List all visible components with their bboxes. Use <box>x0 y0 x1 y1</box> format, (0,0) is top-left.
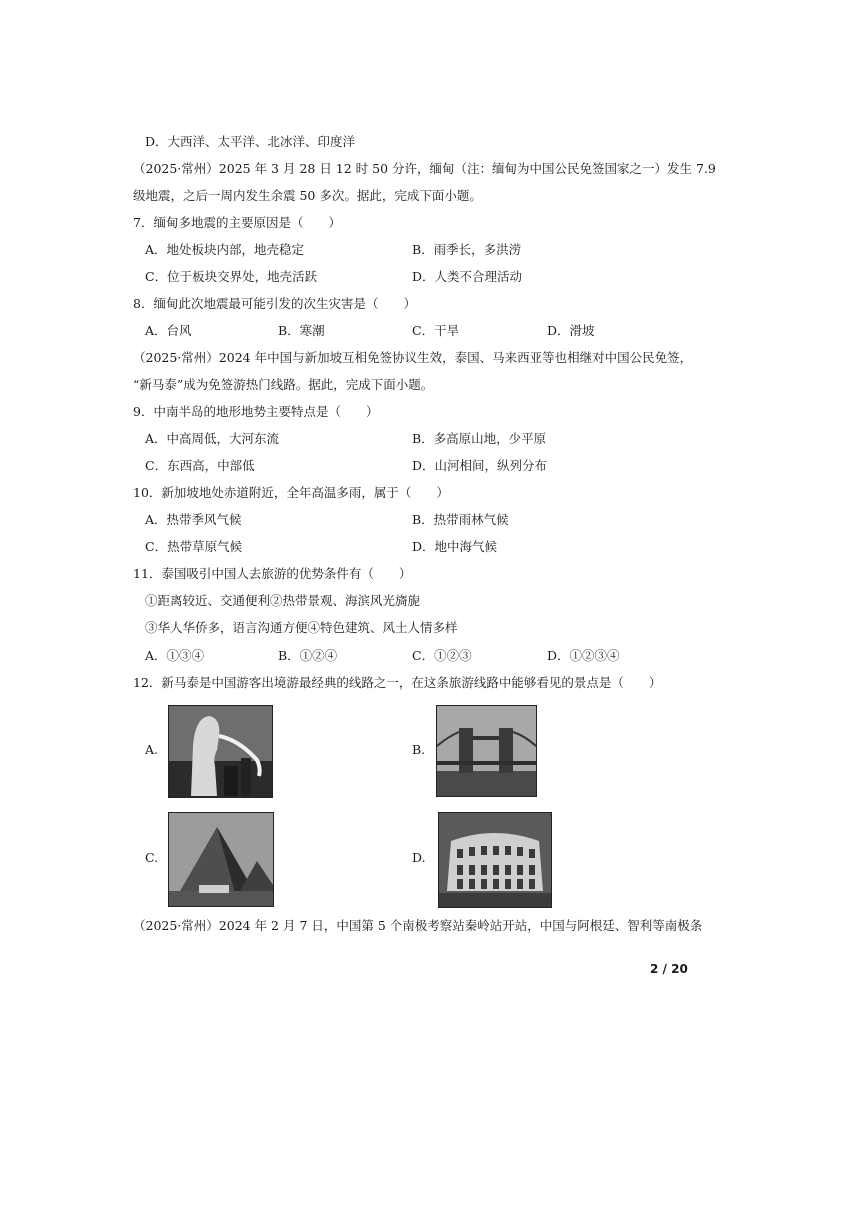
q10-option-c: C．热带草原气候 <box>145 539 243 554</box>
q11-option-a: A．①③④ <box>145 648 205 663</box>
page-number: 2 / 20 <box>650 962 688 976</box>
q10-option-b: B．热带雨林气候 <box>412 512 509 527</box>
q12-option-d-label: D. <box>412 850 426 865</box>
q8-option-a: A．台风 <box>145 323 192 338</box>
q9-option-a: A．中高周低，大河东流 <box>145 431 280 446</box>
tower-bridge-image <box>437 706 536 796</box>
q12-option-a-label: A. <box>145 742 159 757</box>
q8-option-b: B．寒潮 <box>278 323 325 338</box>
merlion-image <box>169 706 272 797</box>
q11-statements-line-2: ③华人华侨多，语言沟通方便④特色建筑、风土人情多样 <box>145 620 458 635</box>
colosseum-photo <box>438 812 552 908</box>
pyramids-photo <box>168 812 274 907</box>
q10-option-d: D．地中海气候 <box>412 539 498 554</box>
q11-option-c: C．①②③ <box>412 648 472 663</box>
merlion-photo <box>168 705 273 798</box>
q9-option-d: D．山河相间，纵列分布 <box>412 458 548 473</box>
q8-option-c: C．干旱 <box>412 323 460 338</box>
prev-option-d: D．大西洋、太平洋、北冰洋、印度洋 <box>145 134 356 149</box>
intro-1-line-1: （2025·常州）2025 年 3 月 28 日 12 时 50 分许，缅甸（注：缅甸为中国公民免签国家之一）发生 7.9 <box>133 161 716 176</box>
q12-option-b-label: B. <box>412 742 426 757</box>
q7-option-c: C．位于板块交界处，地壳活跃 <box>145 269 318 284</box>
question-12-stem: 12．新马泰是中国游客出境游最经典的线路之一，在这条旅游线路中能够看见的景点是（ ） <box>133 675 662 690</box>
q12-option-c-label: C. <box>145 850 159 865</box>
q9-option-c: C．东西高，中部低 <box>145 458 255 473</box>
pyramids-image <box>169 813 273 906</box>
question-8-stem: 8．缅甸此次地震最可能引发的次生灾害是（ ） <box>133 296 416 311</box>
intro-1-line-2: 级地震，之后一周内发生余震 50 多次。据此，完成下面小题。 <box>133 188 482 203</box>
q9-option-b: B．多高原山地，少平原 <box>412 431 547 446</box>
q10-option-a: A．热带季风气候 <box>145 512 242 527</box>
q11-statements-line-1: ①距离较近、交通便利②热带景观、海滨风光旖旎 <box>145 593 421 608</box>
q8-option-d: D．滑坡 <box>547 323 595 338</box>
question-11-stem: 11．泰国吸引中国人去旅游的优势条件有（ ） <box>133 566 412 581</box>
question-9-stem: 9．中南半岛的地形地势主要特点是（ ） <box>133 404 379 419</box>
q7-option-b: B．雨季长，多洪涝 <box>412 242 522 257</box>
intro-3-line-1: （2025·常州）2024 年 2 月 7 日，中国第 5 个南极考察站秦岭站开站，中国与阿根廷、智利等南极条 <box>133 918 703 933</box>
q7-option-a: A．地处板块内部，地壳稳定 <box>145 242 305 257</box>
question-7-stem: 7．缅甸多地震的主要原因是（ ） <box>133 215 341 230</box>
intro-2-line-1: （2025·常州）2024 年中国与新加坡互相免签协议生效，泰国、马来西亚等也相继对中国公民免签， <box>133 350 693 365</box>
q7-option-d: D．人类不合理活动 <box>412 269 523 284</box>
q11-option-b: B．①②④ <box>278 648 338 663</box>
q11-option-d: D．①②③④ <box>547 648 620 663</box>
intro-2-line-2: “新马泰”成为免签游热门线路。据此，完成下面小题。 <box>133 377 434 392</box>
tower-bridge-photo <box>436 705 537 797</box>
question-10-stem: 10．新加坡地处赤道附近，全年高温多雨，属于（ ） <box>133 485 449 500</box>
colosseum-image <box>439 813 551 907</box>
